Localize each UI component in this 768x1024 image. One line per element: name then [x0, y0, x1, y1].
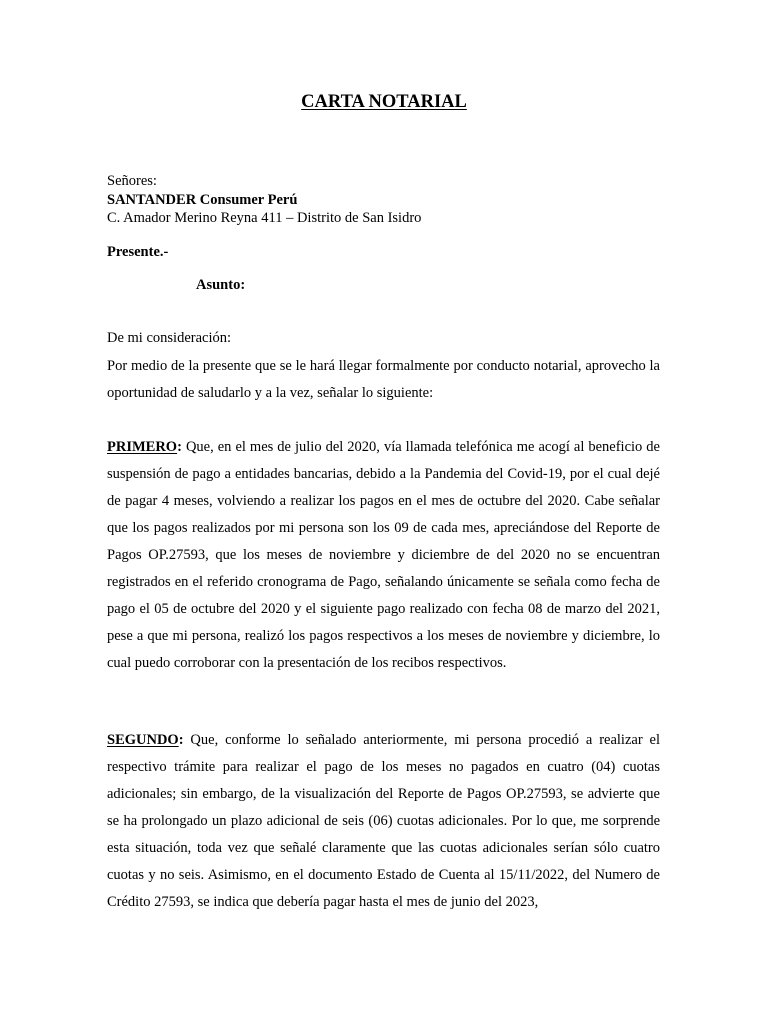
- segundo-colon: :: [178, 732, 184, 748]
- primero-paragraph: [107, 434, 660, 677]
- addressee-company: SANTANDER Consumer Perú: [107, 191, 298, 208]
- primero-lead: [107, 439, 182, 455]
- intro-paragraph: Por medio de la presente que se le hará llegar formalmente por conducto notarial, aprovecho la oportunidad de saludarlo y a la vez, señalar lo siguiente:: [107, 358, 660, 401]
- asunto-label: Asunto:: [196, 277, 246, 293]
- presente-label: Presente.-: [107, 244, 169, 260]
- primero-text: Que, en el mes de julio del 2020, vía llamada telefónica me acogí al beneficio de suspensión de pago a entidades bancarias, debido a la Pandemia del Covid-19, por el cual dejé de pagar 4 meses, volviendo a realizar los pagos en el mes de octubre del 2020. Cabe señalar que los pagos realizados por mi persona son los 09 de cada mes, apreciándose del Reporte de Pagos OP.27593, que los meses de noviembre y diciembre de del 2020 no se encuentran registrados en el referido cronograma de Pago, señalando únicamente se señala como fecha de pago el 05 de octubre del 2020 y el siguiente pago realizado con fecha 08 de marzo del 2021, pese a que mi persona, realizó los pagos respectivos a los meses de noviembre y diciembre, lo cual puedo corroborar con la presentación de los recibos respectivos.: [107, 439, 660, 671]
- segundo-label: SEGUNDO: [107, 732, 179, 748]
- addressee-greeting: Señores:: [107, 173, 157, 189]
- document-title: CARTA NOTARIAL: [301, 92, 467, 112]
- segundo-lead: [107, 732, 184, 748]
- addressee-address: C. Amador Merino Reyna 411 – Distrito de San Isidro: [107, 210, 422, 226]
- segundo-text: Que, conforme lo señalado anteriormente, mi persona procedió a realizar el respectivo trámite para realizar el pago de los meses no pagados en cuatro (04) cuotas adicionales; sin embargo, de la visualización del Reporte de Pagos OP.27593, se advierte que se ha prolongado un plazo adicional de seis (06) cuotas adicionales. Por lo que, me sorprende esta situación, toda vez que señalé claramente que las cuotas adicionales serían sólo cuatro cuotas y no seis. Asimismo, en el documento Estado de Cuenta al 15/11/2022, del Numero de Crédito 27593, se indica que debería pagar hasta el mes de junio del 2023,: [107, 732, 660, 910]
- primero-label: PRIMERO: [107, 439, 178, 455]
- salutation: De mi consideración:: [107, 330, 232, 346]
- segundo-paragraph: [107, 727, 660, 916]
- primero-colon: :: [177, 439, 182, 455]
- addressee-block: [107, 172, 421, 228]
